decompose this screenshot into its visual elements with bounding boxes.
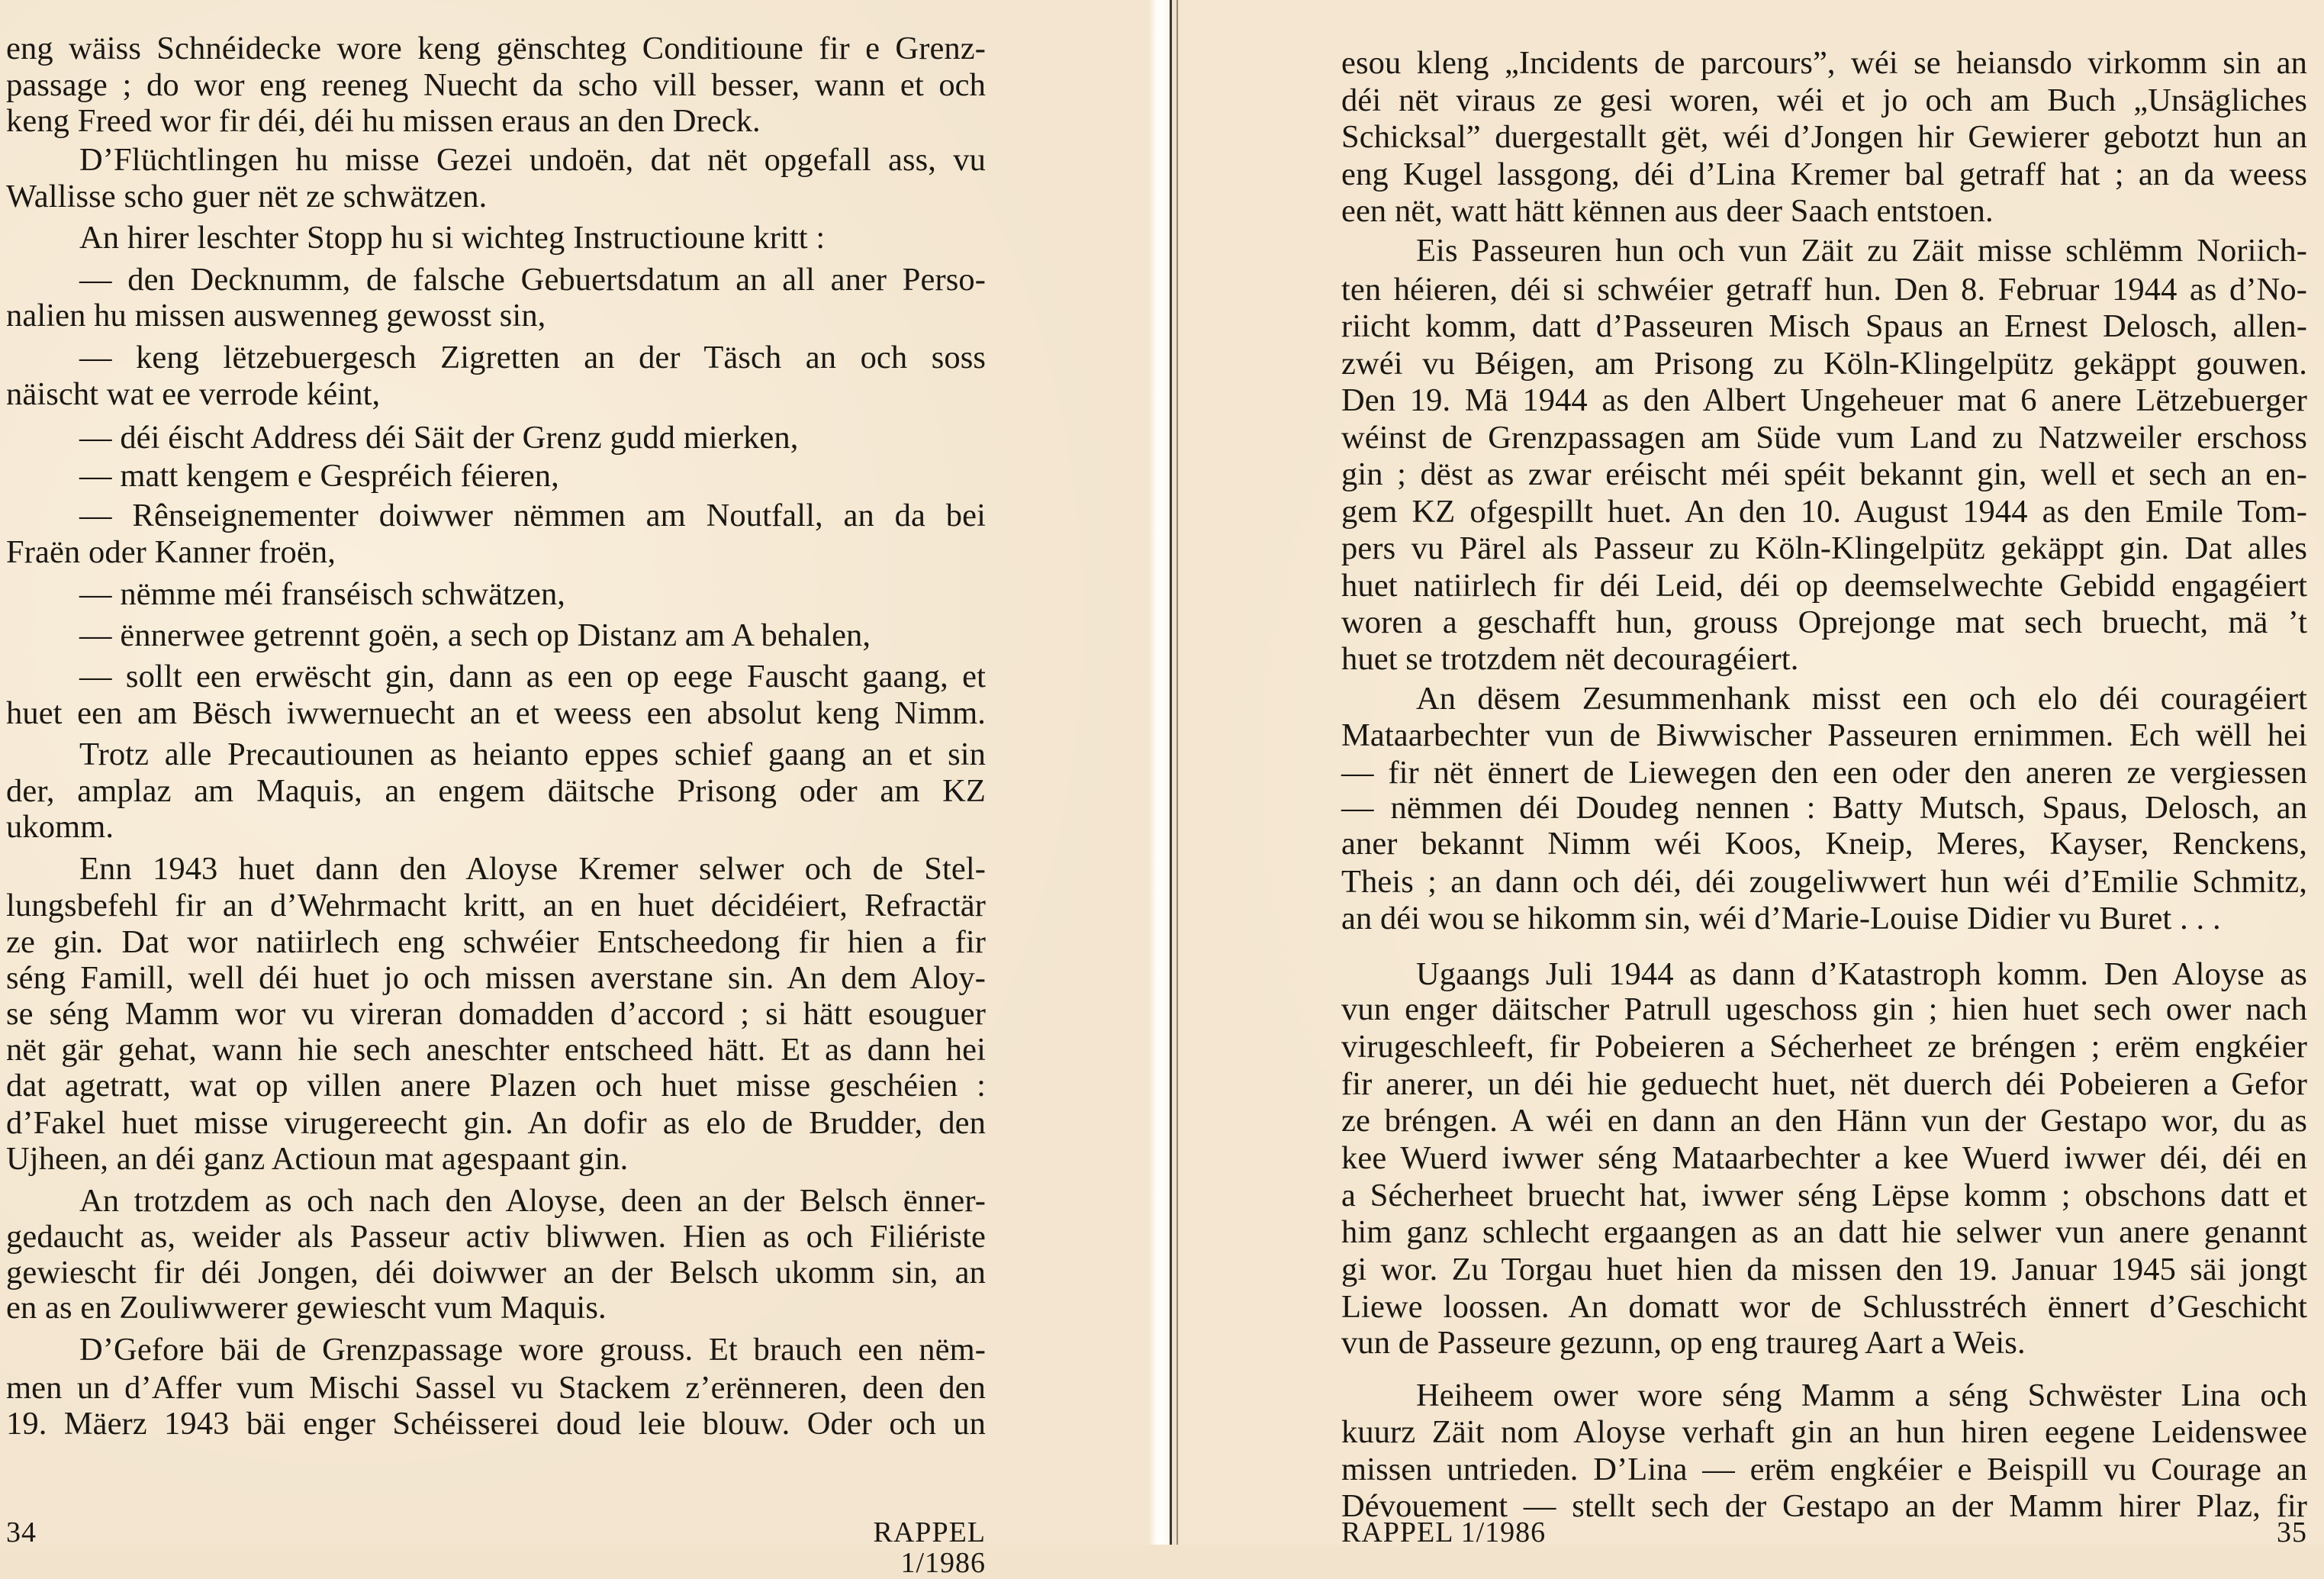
text-line: se séng Mamm wor vu vireran domadden d’accord ; si hätt esouguer [6,996,986,1032]
text-line: — keng lëtzebuergesch Zigretten an der Täsch an och soss [79,340,986,375]
text-line: huet een am Bësch iwwernuecht an et weess een absolut keng Nimm. [6,695,986,731]
text-line: keng Freed wor fir déi, déi hu missen eraus an den Dreck. [6,103,761,139]
text-line: An trotzdem as och nach den Aloyse, deen an der Belsch ënner- [79,1183,986,1219]
text-line: — den Decknumm, de falsche Gebuertsdatum an all aner Perso- [79,262,986,298]
text-line: gi wor. Zu Torgau huet hien da missen den 19. Januar 1945 säi jongt [1341,1252,2307,1287]
page-number-left: 34 [6,1516,37,1548]
text-line: der, amplaz am Maquis, an engem däitsche Prisong oder am KZ [6,773,986,809]
text-line: — nëmme méi franséisch schwätzen, [79,576,566,612]
running-footer-right: RAPPEL 1/1986 [1341,1516,1547,1548]
text-line: aner bekannt Nimm wéi Koos, Kneip, Meres, Kayser, Renckens, [1341,826,2307,862]
text-line: kee Wuerd iwwer séng Mataarbechter a kee Wuerd iwwer déi, déi en [1341,1140,2307,1176]
text-line: zwéi vu Béigen, am Prisong zu Köln-Klingelpütz gekäppt gouwen. [1341,346,2307,382]
text-line: Ujheen, an déi ganz Actioun mat agespaant gin. [6,1141,629,1177]
text-line: vun enger däitscher Patrull ugeschoss gin ; hien huet sech ower nach [1341,991,2307,1027]
text-line: An dësem Zesummenhank misst een och elo déi couragéiert [1416,681,2307,717]
text-line: ze gin. Dat wor natiirlech eng schwéier Entscheedong fir hien a fir [6,924,986,960]
text-line: Fraën oder Kanner froën, [6,534,336,570]
text-line: passage ; do wor eng reeneg Nuecht da scho vill besser, wann et och [6,67,986,103]
text-line: Theis ; an dann och déi, déi zougeliwwert hun wéi d’Emilie Schmitz, [1341,864,2307,900]
running-footer-left: RAPPEL 1/1986 [873,1516,986,1579]
text-line: Enn 1943 huet dann den Aloyse Kremer selwer och de Stel- [79,851,986,887]
text-line: 19. Mäerz 1943 bäi enger Schéisserei doud leie blouw. Oder och un [6,1406,986,1442]
text-line: — sollt een erwëscht gin, dann as een op eege Fauscht gaang, et [79,659,986,694]
text-line: — Rênseignementer doiwwer nëmmen am Noutfall, an da bei [79,498,986,533]
text-line: Liewe loossen. An domatt wor de Schlusstréch ënnert d’Geschicht [1341,1289,2307,1325]
text-line: lungsbefehl fir an d’Wehrmacht kritt, an en huet décidéiert, Refractär [6,888,986,923]
text-line: — déi éischt Address déi Säit der Grenz gudd mierken, [79,420,799,456]
text-line: huet se trotzdem nët decouragéiert. [1341,641,1799,677]
text-line: ukomm. [6,809,114,845]
text-line: virugeschleeft, fir Pobeieren a Sécherheet ze bréngen ; erëm engkéier [1341,1029,2307,1065]
text-line: gin ; dëst as zwar eréischt méi spéit bekannt gin, well et sech an en- [1341,456,2307,492]
text-line: Schicksal” duergestallt gët, wéi d’Jongen hir Gewierer gebotzt hun an [1341,119,2307,155]
text-line: näischt wat ee verrode kéint, [6,376,381,412]
text-line: huet natiirlech fir déi Leid, déi op deemselwechte Gebidd engagéiert [1341,568,2307,604]
page-number-right: 35 [2277,1516,2307,1548]
text-line: Den 19. Mä 1944 as den Albert Ungeheuer mat 6 anere Lëtzebuerger [1341,382,2307,418]
text-line: nalien hu missen auswenneg gewosst sin, [6,298,546,334]
text-line: D’Gefore bäi de Grenzpassage wore grouss. Et brauch een nëm- [79,1332,986,1368]
text-line: nët gär gehat, wann hie sech aneschter entscheed hätt. Et as dann hei [6,1032,986,1068]
text-line: a Sécherheet bruecht hat, iwwer séng Lëpse komm ; obschons datt et [1341,1178,2307,1213]
text-line: An hirer leschter Stopp hu si wichteg Instructioune kritt : [79,220,826,256]
text-line: — ënnerwee getrennt goën, a sech op Distanz am A behalen, [79,617,871,653]
text-line: déi nët viraus ze gesi woren, wéi et jo och am Buch „Unsägliches [1341,82,2307,118]
text-line: esou kleng „Incidents de parcours”, wéi se heiansdo virkomm sin an [1341,45,2307,81]
text-line: D’Flüchtlingen hu misse Gezei undoën, dat nët opgefall ass, vu [79,142,986,178]
text-line: gewiescht fir déi Jongen, déi doiwwer an der Belsch ukomm sin, an [6,1255,986,1291]
text-line: ten héieren, déi si schwéier getraff hun. Den 8. Februar 1944 as d’No- [1341,272,2307,308]
text-line: — matt kengem e Gespréich féieren, [79,458,559,494]
text-line: d’Fakel huet misse virugereecht gin. An dofir as elo de Brudder, den [6,1105,986,1141]
text-line: Heiheem ower wore séng Mamm a séng Schwëster Lina och [1416,1378,2307,1413]
page-edge-line-inner [1176,0,1178,1545]
text-line: Trotz alle Precautiounen as heianto eppes schief gaang an et sin [79,736,986,772]
text-line: een nët, watt hätt kënnen aus deer Saach entstoen. [1341,193,1994,229]
text-line: Eis Passeuren hun och vun Zäit zu Zäit misse schlëmm Noriich- [1416,233,2307,269]
text-line: missen untrieden. D’Lina — erëm engkéier e Beispill vu Courage an [1341,1452,2307,1487]
text-line: an déi wou se hikomm sin, wéi d’Marie-Louise Didier vu Buret . . . [1341,901,2221,936]
text-line: Mataarbechter vun de Biwwischer Passeuren ernimmen. Ech wëll hei [1341,717,2307,753]
text-line: ze bréngen. A wéi en dann an den Hänn vun der Gestapo wor, du as [1341,1103,2307,1139]
text-line: fir anerer, un déi hie geduecht huet, nët duerch déi Pobeieren a Gefor [1341,1066,2307,1102]
text-line: wéinst de Grenzpassagen am Süde vum Land zu Natzweiler erschoss [1341,420,2307,456]
text-line: gedaucht as, weider als Passeur activ bliwwen. Hien as och Filiériste [6,1219,986,1255]
gutter [1148,0,1171,1545]
text-line: kuurz Zäit nom Aloyse verhaft gin an hun hiren eegene Leidenswee [1341,1414,2307,1450]
text-line: dat agetratt, wat op villen anere Plazen och huet misse geschéien : [6,1068,986,1104]
text-line: pers vu Pärel als Passeur zu Köln-Klingelpütz gekäppt gin. Dat alles [1341,530,2307,566]
text-line: Dévouement — stellt sech der Gestapo an der Mamm hirer Plaz, fir [1341,1488,2307,1524]
text-line: eng wäiss Schnéidecke wore keng gënschteg Conditioune fir e Grenz- [6,31,986,66]
text-line: — fir nët ënnert de Liewegen den een oder den aneren ze vergiessen [1341,755,2307,791]
text-line: woren a geschafft hun, grouss Oprejonge mat sech bruecht, mä ’t [1341,604,2307,640]
text-line: gem KZ ofgespillt huet. An den 10. August 1944 as den Emile Tom- [1341,494,2307,530]
text-line: vun de Passeure gezunn, op eng traureg Aart a Weis. [1341,1325,2026,1361]
text-line: — nëmmen déi Doudeg nennen : Batty Mutsch, Spaus, Delosch, an [1341,790,2307,826]
text-line: riicht komm, datt d’Passeuren Misch Spaus an Ernest Delosch, allen- [1341,308,2307,344]
text-line: Wallisse scho guer nët ze schwätzen. [6,179,488,214]
text-line: séng Famill, well déi huet jo och missen averstane sin. An dem Aloy- [6,960,986,996]
text-line: en as en Zouliwwerer gewiescht vum Maquis. [6,1290,607,1326]
text-line: men un d’Affer vum Mischi Sassel vu Stackem z’erënneren, deen den [6,1370,986,1406]
text-line: eng Kugel lassgong, déi d’Lina Kremer bal getraff hat ; an da weess [1341,156,2307,192]
text-line: Ugaangs Juli 1944 as dann d’Katastroph komm. Den Aloyse as [1416,956,2307,992]
text-line: him ganz schlecht ergaangen as an datt hie selwer vun anere genannt [1341,1214,2307,1250]
